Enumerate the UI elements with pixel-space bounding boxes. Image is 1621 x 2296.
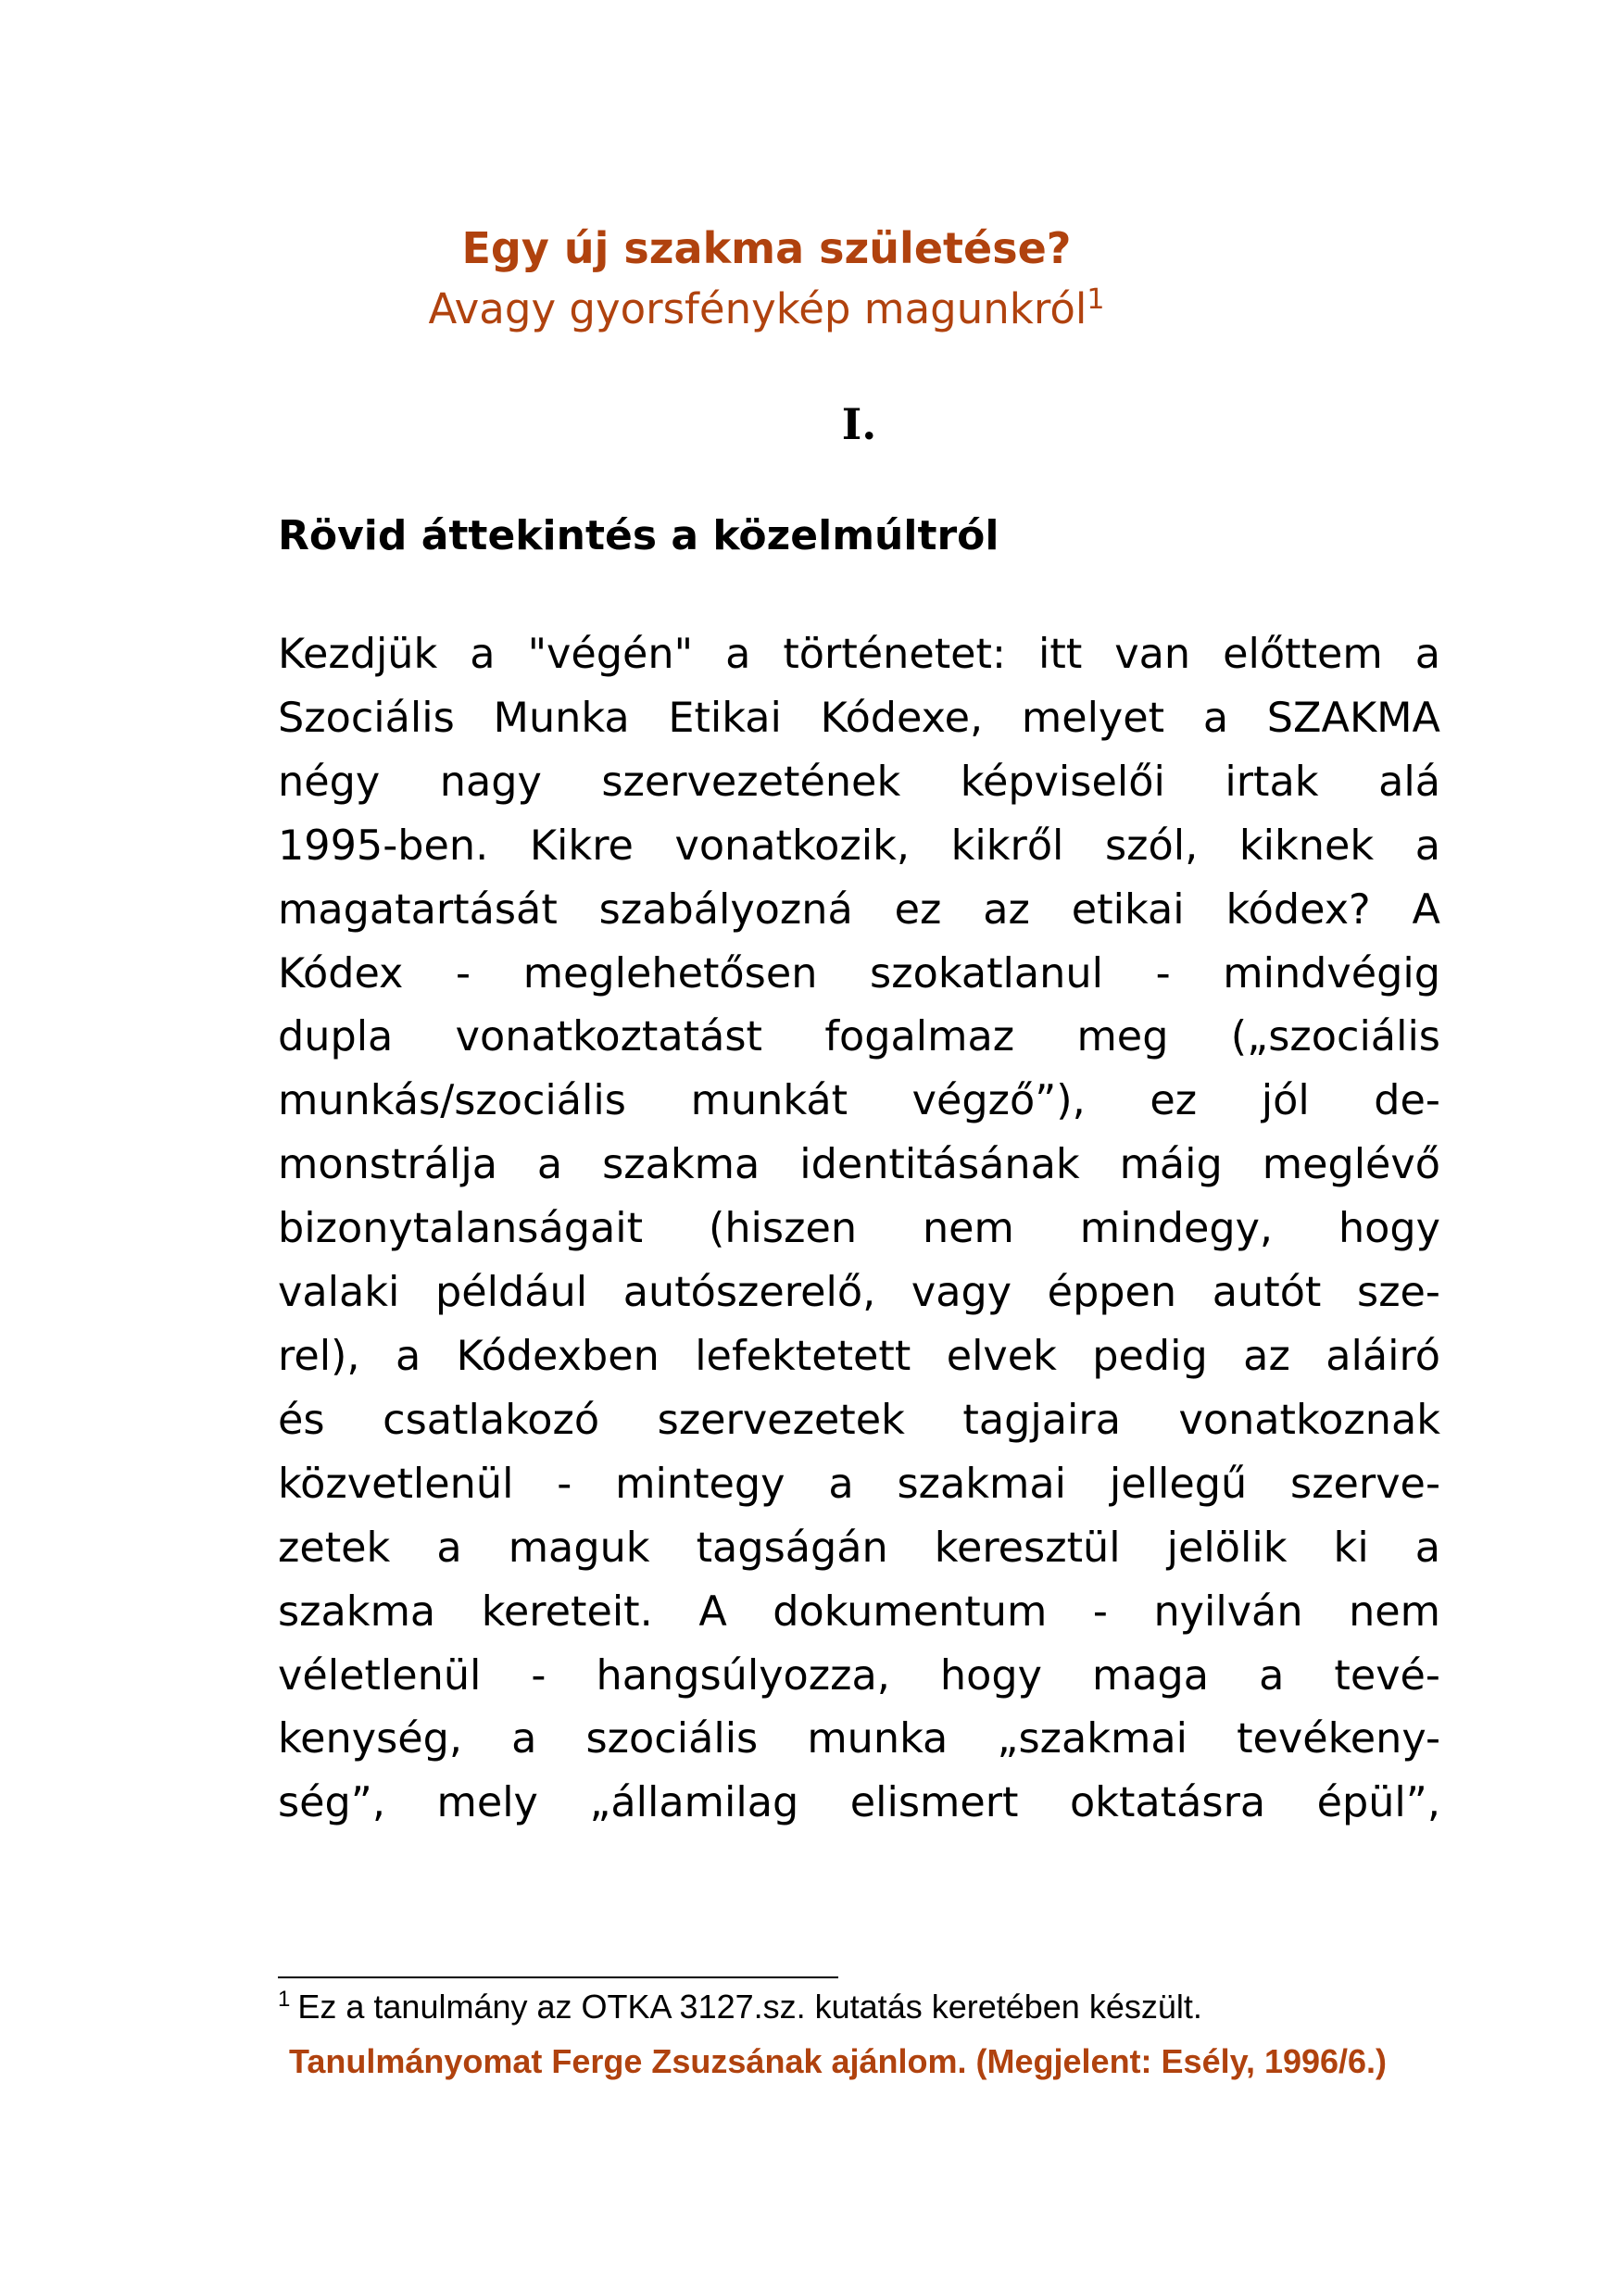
body-line: rel), a Kódexben lefektetett elvek pedig az aláiró (278, 1332, 1440, 1380)
body-line: és csatlakozó szervezetek tagjaira vonatkoznak (278, 1396, 1440, 1444)
body-line: Szociális Munka Etikai Kódexe, melyet a SZAKMA (278, 694, 1440, 742)
footnote-reference: 1 (1087, 283, 1105, 316)
body-line: Kódex - meglehetősen szokatlanul - mindvégig (278, 949, 1440, 997)
part-number: I. (841, 399, 877, 449)
body-line: munkás/szociális munkát végző”), ez jól de- (278, 1077, 1440, 1125)
footnote-separator (278, 1976, 838, 1978)
body-line: négy nagy szervezetének képviselői irtak alá (278, 758, 1440, 806)
body-line: 1995-ben. Kikre vonatkozik, kikről szól, kiknek a (278, 822, 1440, 870)
subtitle-text: Avagy gyorsfénykép magunkról (428, 284, 1087, 333)
body-line: dupla vonatkoztatást fogalmaz meg („szociális (278, 1013, 1440, 1061)
page-subtitle (278, 283, 1255, 335)
body-line: szakma kereteit. A dokumentum - nyilván nem (278, 1587, 1440, 1636)
body-line: monstrálja a szakma identitásának máig meglévő (278, 1141, 1440, 1189)
body-line: közvetlenül - mintegy a szakmai jellegű szerve- (278, 1460, 1440, 1508)
body-paragraph (278, 623, 1440, 1836)
footnote-dedication: Tanulmányomat Ferge Zsuzsának ajánlom. (Megjelent: Esély, 1996/6.) (289, 2042, 1388, 2080)
body-line: valaki például autószerelő, vagy éppen autót sze- (278, 1269, 1440, 1317)
footnote-text: Ez a tanulmány az OTKA 3127.sz. kutatás keretében készült. (297, 1988, 1202, 2026)
footnote-marker: 1 (278, 1987, 291, 2012)
section-heading: Rövid áttekintés a közelmúltról (278, 512, 999, 559)
body-line: véletlenül - hangsúlyozza, hogy maga a tevé- (278, 1651, 1440, 1700)
body-line: bizonytalanságait (hiszen nem mindegy, hogy (278, 1205, 1440, 1253)
page-title: Egy új szakma születése? (461, 223, 1072, 273)
body-line: kenység, a szociális munka „szakmai tevékeny- (278, 1715, 1440, 1763)
body-line: magatartását szabályozná ez az etikai kódex? A (278, 885, 1440, 934)
footnote (278, 1988, 1440, 2026)
body-line: zetek a maguk tagságán keresztül jelölik ki a (278, 1524, 1440, 1572)
body-line: Kezdjük a "végén" a történetet: itt van előttem a (278, 631, 1440, 678)
body-line: ség”, mely „államilag elismert oktatásra épül”, (278, 1779, 1440, 1827)
